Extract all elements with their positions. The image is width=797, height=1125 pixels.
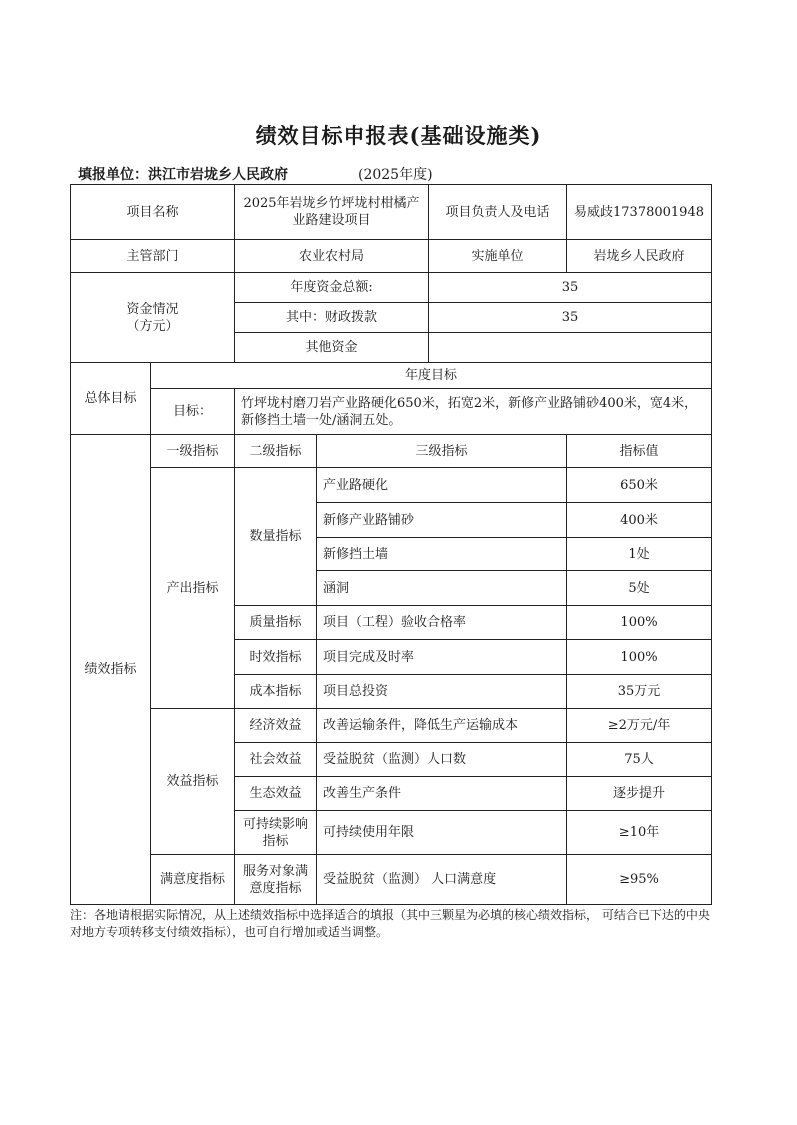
sustainable-label: 可持续影响指标 bbox=[235, 811, 317, 855]
header-value: 指标值 bbox=[567, 435, 712, 468]
project-name-label: 项目名称 bbox=[71, 185, 235, 240]
table-row bbox=[71, 435, 712, 468]
indicator-name: 项目（工程）验收合格率 bbox=[317, 606, 567, 640]
social-label: 社会效益 bbox=[235, 743, 317, 777]
quality-label: 质量指标 bbox=[235, 606, 317, 640]
funds-label: 资金情况 bbox=[126, 301, 179, 317]
contact-value: 易威歧17378001948 bbox=[567, 185, 712, 240]
performance-table bbox=[70, 184, 712, 905]
target-label: 目标： bbox=[151, 389, 235, 435]
target-text: 竹坪垅村磨刀岩产业路硬化650米，拓宽2米，新修产业路铺砂400米，宽4米，新修挡土墙一处/涵洞五处。 bbox=[235, 389, 712, 435]
indicator-value: ≥2万元/年 bbox=[567, 709, 712, 743]
header-level1: 一级指标 bbox=[151, 435, 235, 468]
annual-target-label: 年度目标 bbox=[151, 363, 712, 389]
project-name-value: 2025年岩垅乡竹坪垅村柑橘产业路建设项目 bbox=[235, 185, 429, 240]
indicator-value: 400米 bbox=[567, 503, 712, 538]
impl-label: 实施单位 bbox=[429, 240, 567, 273]
indicator-name: 受益脱贫（监测）人口数 bbox=[317, 743, 567, 777]
table-row bbox=[71, 185, 712, 240]
funds-unit: （方元） bbox=[126, 318, 179, 334]
indicator-value: ≥95% bbox=[567, 855, 712, 905]
perf-label: 绩效指标 bbox=[71, 435, 151, 905]
funds-other-label: 其他资金 bbox=[235, 333, 429, 363]
table-row bbox=[71, 273, 712, 303]
indicator-value: ≥10年 bbox=[567, 811, 712, 855]
funds-total-label: 年度资金总额: bbox=[235, 273, 429, 303]
indicator-value: 5处 bbox=[567, 571, 712, 606]
header-level3: 三级指标 bbox=[317, 435, 567, 468]
timeliness-label: 时效指标 bbox=[235, 640, 317, 675]
indicator-name: 涵洞 bbox=[317, 571, 567, 606]
table-row bbox=[71, 709, 712, 743]
funds-total-value: 35 bbox=[429, 273, 712, 303]
indicator-name: 受益脱贫（监测） 人口满意度 bbox=[317, 855, 567, 905]
cost-label: 成本指标 bbox=[235, 675, 317, 709]
indicator-value: 1处 bbox=[567, 538, 712, 571]
table-row bbox=[71, 363, 712, 389]
indicator-value: 650米 bbox=[567, 468, 712, 503]
indicator-name: 项目完成及时率 bbox=[317, 640, 567, 675]
funds-other-value bbox=[429, 333, 712, 363]
indicator-value: 100% bbox=[567, 606, 712, 640]
funds-label-cell bbox=[71, 273, 235, 363]
indicator-name: 产业路硬化 bbox=[317, 468, 567, 503]
indicator-name: 新修挡土墙 bbox=[317, 538, 567, 571]
overall-label: 总体目标 bbox=[71, 363, 151, 435]
table-row bbox=[71, 855, 712, 905]
output-label: 产出指标 bbox=[151, 468, 235, 709]
impl-value: 岩垅乡人民政府 bbox=[567, 240, 712, 273]
indicator-value: 35万元 bbox=[567, 675, 712, 709]
satisfaction-label: 满意度指标 bbox=[151, 855, 235, 905]
quantity-label: 数量指标 bbox=[235, 468, 317, 606]
dept-value: 农业农村局 bbox=[235, 240, 429, 273]
contact-label: 项目负责人及电话 bbox=[429, 185, 567, 240]
table-row bbox=[71, 240, 712, 273]
indicator-value: 100% bbox=[567, 640, 712, 675]
satisfaction-l2: 服务对象满意度指标 bbox=[235, 855, 317, 905]
footnote: 注：各地请根据实际情况，从上述绩效指标中选择适合的填报（其中三颗星为必填的核心绩效指标， 可结合已下达的中央对地方专项转移支付绩效指标），也可自行增加或适当调整。 bbox=[70, 908, 710, 939]
table-row bbox=[71, 468, 712, 503]
filing-unit: 填报单位：洪江市岩垅乡人民政府 bbox=[78, 167, 288, 183]
report-year: (2025年度) bbox=[358, 167, 433, 183]
ecological-label: 生态效益 bbox=[235, 777, 317, 811]
indicator-name: 可持续使用年限 bbox=[317, 811, 567, 855]
table-row bbox=[71, 389, 712, 435]
indicator-name: 改善运输条件，降低生产运输成本 bbox=[317, 709, 567, 743]
report-meta bbox=[78, 164, 433, 184]
dept-label: 主管部门 bbox=[71, 240, 235, 273]
indicator-name: 项目总投资 bbox=[317, 675, 567, 709]
indicator-value: 75人 bbox=[567, 743, 712, 777]
funds-fiscal-label: 其中：财政拨款 bbox=[235, 303, 429, 333]
header-level2: 二级指标 bbox=[235, 435, 317, 468]
indicator-value: 逐步提升 bbox=[567, 777, 712, 811]
page-title: 绩效目标申报表(基础设施类) bbox=[255, 123, 542, 148]
economic-label: 经济效益 bbox=[235, 709, 317, 743]
funds-fiscal-value: 35 bbox=[429, 303, 712, 333]
indicator-name: 新修产业路铺砂 bbox=[317, 503, 567, 538]
benefit-label: 效益指标 bbox=[151, 709, 235, 855]
indicator-name: 改善生产条件 bbox=[317, 777, 567, 811]
